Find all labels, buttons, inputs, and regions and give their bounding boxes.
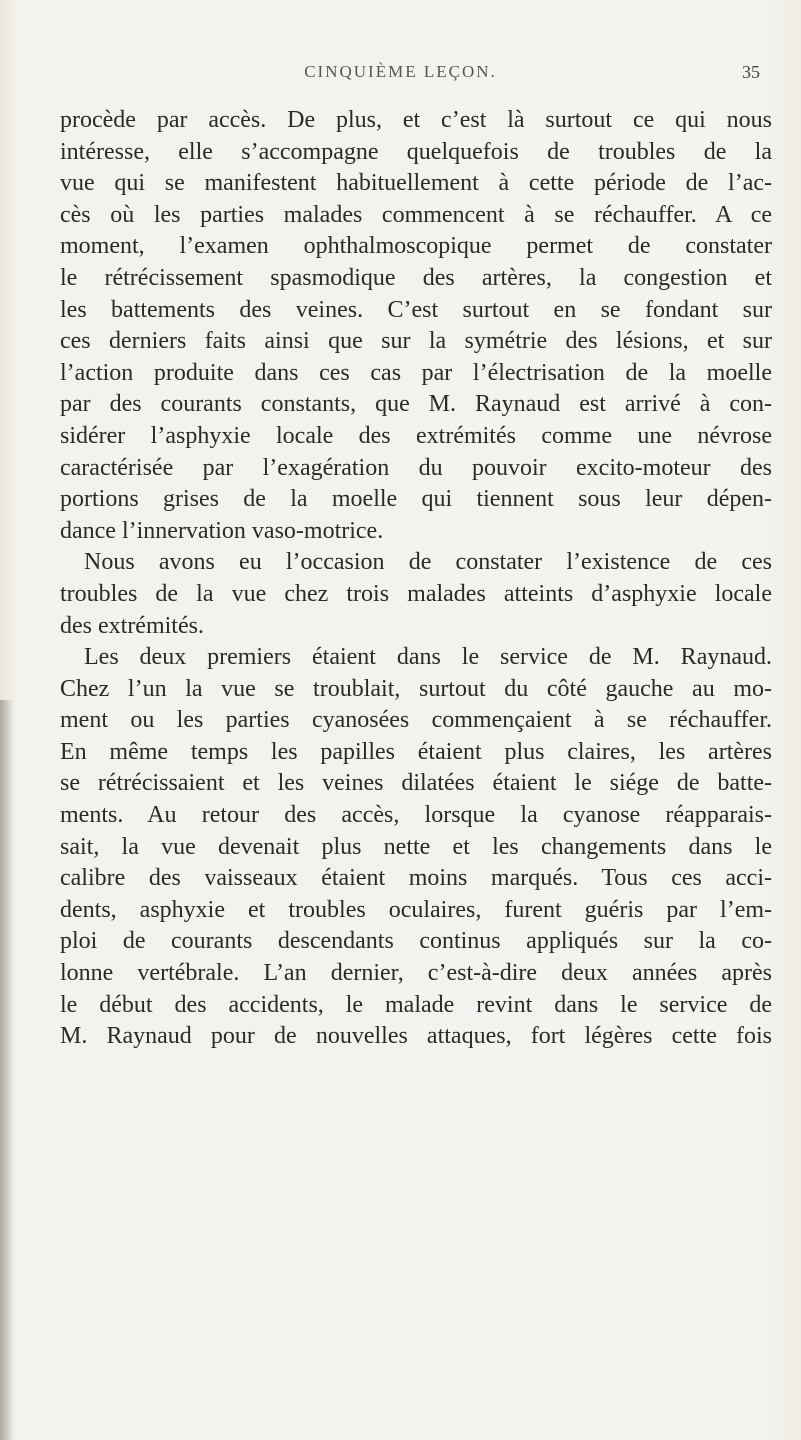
text-line: Chez l’un la vue se troublait, surtout du côté gauche au mo- <box>60 675 772 702</box>
text-line: les battements des veines. C’est surtout en se fondant sur <box>60 296 772 323</box>
running-title: CINQUIÈME LEÇON. <box>304 62 497 81</box>
binding-shadow <box>0 700 14 1440</box>
text-line: calibre des vaisseaux étaient moins marqués. Tous ces acci- <box>60 865 772 892</box>
text-line: M. Raynaud pour de nouvelles attaques, fort légères cette fois <box>60 1023 772 1050</box>
text-line: portions grises de la moelle qui tiennent sous leur dépen- <box>60 486 772 513</box>
text-line: cès où les parties malades commencent à se réchauffer. A ce <box>60 201 772 228</box>
text-line: ces derniers faits ainsi que sur la symétrie des lésions, et sur <box>60 328 772 355</box>
text-line: se rétrécissaient et les veines dilatées étaient le siége de batte- <box>60 770 772 797</box>
text-line: moment, l’examen ophthalmoscopique permet de constater <box>60 233 772 260</box>
text-line: sait, la vue devenait plus nette et les changements dans le <box>60 833 772 860</box>
text-line: En même temps les papilles étaient plus claires, les artères <box>60 738 772 765</box>
text-line: le début des accidents, le malade revint dans le service de <box>60 991 772 1018</box>
text-line: le rétrécissement spasmodique des artères, la congestion et <box>60 264 772 291</box>
text-line: procède par accès. De plus, et c’est là surtout ce qui nous <box>60 107 772 133</box>
running-head <box>0 62 801 92</box>
text-line: dance l’innervation vaso-motrice. <box>60 517 384 544</box>
text-line: lonne vertébrale. L’an dernier, c’est-à-dire deux années après <box>60 960 772 987</box>
text-line: caractérisée par l’exagération du pouvoir excito-moteur des <box>60 454 772 481</box>
text-line: intéresse, elle s’accompagne quelquefois de troubles de la <box>60 138 772 165</box>
text-line: par des courants constants, que M. Raynaud est arrivé à con- <box>60 391 772 418</box>
text-line: Nous avons eu l’occasion de constater l’existence de ces <box>84 549 772 576</box>
text-line: troubles de la vue chez trois malades atteints d’asphyxie locale <box>60 580 772 607</box>
text-line: sidérer l’asphyxie locale des extrémités comme une névrose <box>60 422 772 449</box>
text-line: ploi de courants descendants continus appliqués sur la co- <box>60 928 772 955</box>
text-line: l’action produite dans ces cas par l’électrisation de la moelle <box>60 359 772 386</box>
body-text <box>60 105 772 1053</box>
text-line: Les deux premiers étaient dans le service de M. Raynaud. <box>84 644 772 671</box>
text-line: vue qui se manifestent habituellement à cette période de l’ac- <box>60 170 772 197</box>
text-line: ment ou les parties cyanosées commençaient à se réchauffer. <box>60 707 772 734</box>
text-line: ments. Au retour des accès, lorsque la cyanose réapparais- <box>60 802 772 829</box>
text-line: dents, asphyxie et troubles oculaires, furent guéris par l’em- <box>60 896 772 923</box>
text-line: des extrémités. <box>60 612 204 639</box>
page-number: 35 <box>742 62 760 82</box>
